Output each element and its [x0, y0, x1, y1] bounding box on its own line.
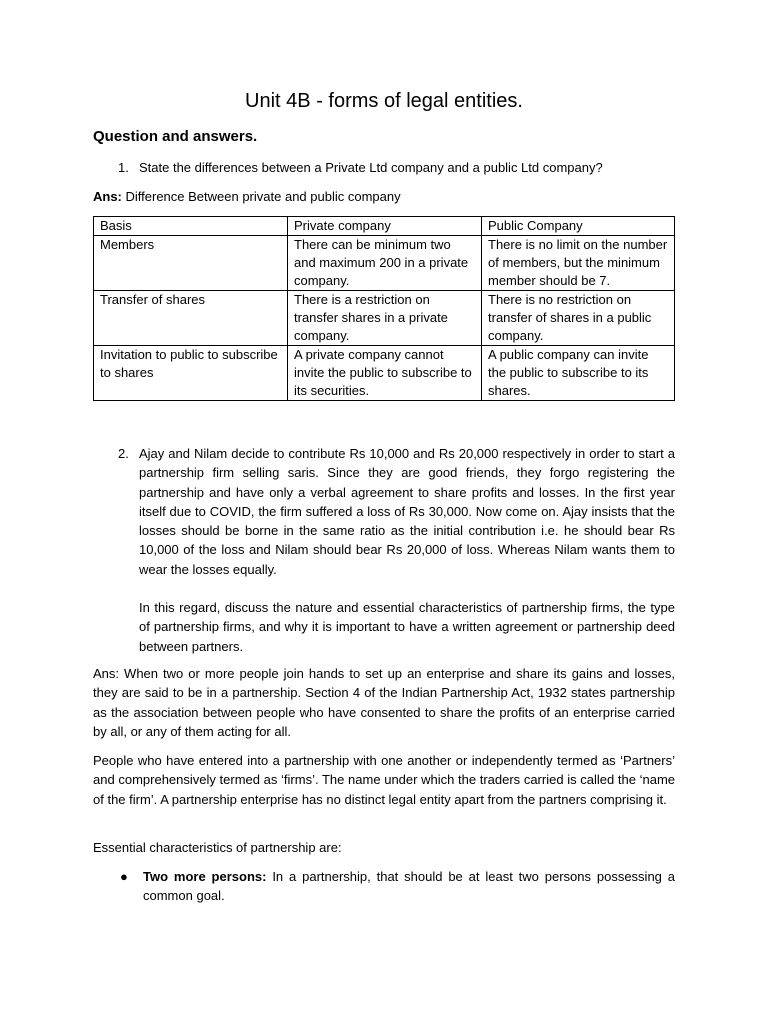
- table-header-row: [94, 217, 675, 236]
- bullet-icon: ●: [120, 869, 128, 884]
- question-2-number: 2.: [118, 446, 129, 461]
- table-cell: There is no restriction on transfer of shares in a public company.: [482, 291, 675, 346]
- answer-1-label: Ans:: [93, 189, 122, 204]
- page-title: Unit 4B - forms of legal entities.: [245, 90, 523, 112]
- question-2-paragraph-1: Ajay and Nilam decide to contribute Rs 10,000 and Rs 20,000 respectively in order to start a partnership firm selling saris. Since they are good friends, they forgo registering the partnership and have only a verbal agreement to share profits and losses. In the first year itself due to COVID, the firm suffered a loss of Rs 30,000. Now come on. Ajay insists that the losses should be borne in the same ratio as the initial contribution i.e. he should bear Rs 10,000 of the loss and Nilam should bear Rs 20,000 of loss. Whereas Nilam wants them to wear the losses equally.: [139, 446, 675, 577]
- question-2-paragraph-2: In this regard, discuss the nature and essential characteristics of partnership firms, the type of partnership firms, and why it is important to have a written agreement or partnership deed between partners.: [139, 600, 675, 654]
- question-1: [118, 158, 678, 177]
- table-cell: There can be minimum two and maximum 200 in a private company.: [288, 236, 482, 291]
- table-header-private: Private company: [288, 217, 482, 236]
- table-row: [94, 236, 675, 291]
- table-row: [94, 346, 675, 401]
- question-2: [118, 444, 675, 656]
- table-header-public: Public Company: [482, 217, 675, 236]
- answer-1-intro: [93, 187, 683, 206]
- answer-2-paragraph-1: Ans: When two or more people join hands to set up an enterprise and share its gains and losses, they are said to be in a partnership. Section 4 of the Indian Partnership Act, 1932 states partnership as the association between people who have consented to share the profits of an enterprise carried by all, or any of them acting for all.: [93, 666, 675, 739]
- bullet-text: [143, 867, 675, 906]
- table-header-basis: Basis: [94, 217, 288, 236]
- bullet-body: In a partnership, that should be at least two persons possessing a common goal.: [143, 869, 675, 904]
- section-subtitle: Question and answers.: [93, 128, 258, 145]
- table-cell: Transfer of shares: [94, 291, 288, 346]
- list-item: [118, 867, 675, 906]
- answer-2-paragraph-2: People who have entered into a partnership with one another or independently termed as ‘Partners’ and comprehensively termed as ‘firms’. The name under which the traders carried is called the ‘name of the firm’. A partnership enterprise has no distinct legal entity apart from the partners comprising it.: [93, 753, 675, 807]
- comparison-table: [93, 216, 675, 401]
- answer-2-paragraph-3: Essential characteristics of partnership are:: [93, 840, 342, 855]
- table-row: [94, 291, 675, 346]
- question-2-body: [139, 444, 675, 656]
- bullet-label: Two more persons:: [143, 869, 267, 884]
- table-cell: There is no limit on the number of members, but the minimum member should be 7.: [482, 236, 675, 291]
- table-cell: Members: [94, 236, 288, 291]
- table-cell: There is a restriction on transfer shares in a private company.: [288, 291, 482, 346]
- table-cell: A public company can invite the public to subscribe to its shares.: [482, 346, 675, 401]
- answer-1-text: Difference Between private and public company: [121, 189, 401, 204]
- table-cell: Invitation to public to subscribe to shares: [94, 346, 288, 401]
- question-1-text: State the differences between a Private Ltd company and a public Ltd company?: [139, 160, 603, 175]
- question-1-number: 1.: [118, 160, 129, 175]
- table-cell: A private company cannot invite the public to subscribe to its securities.: [288, 346, 482, 401]
